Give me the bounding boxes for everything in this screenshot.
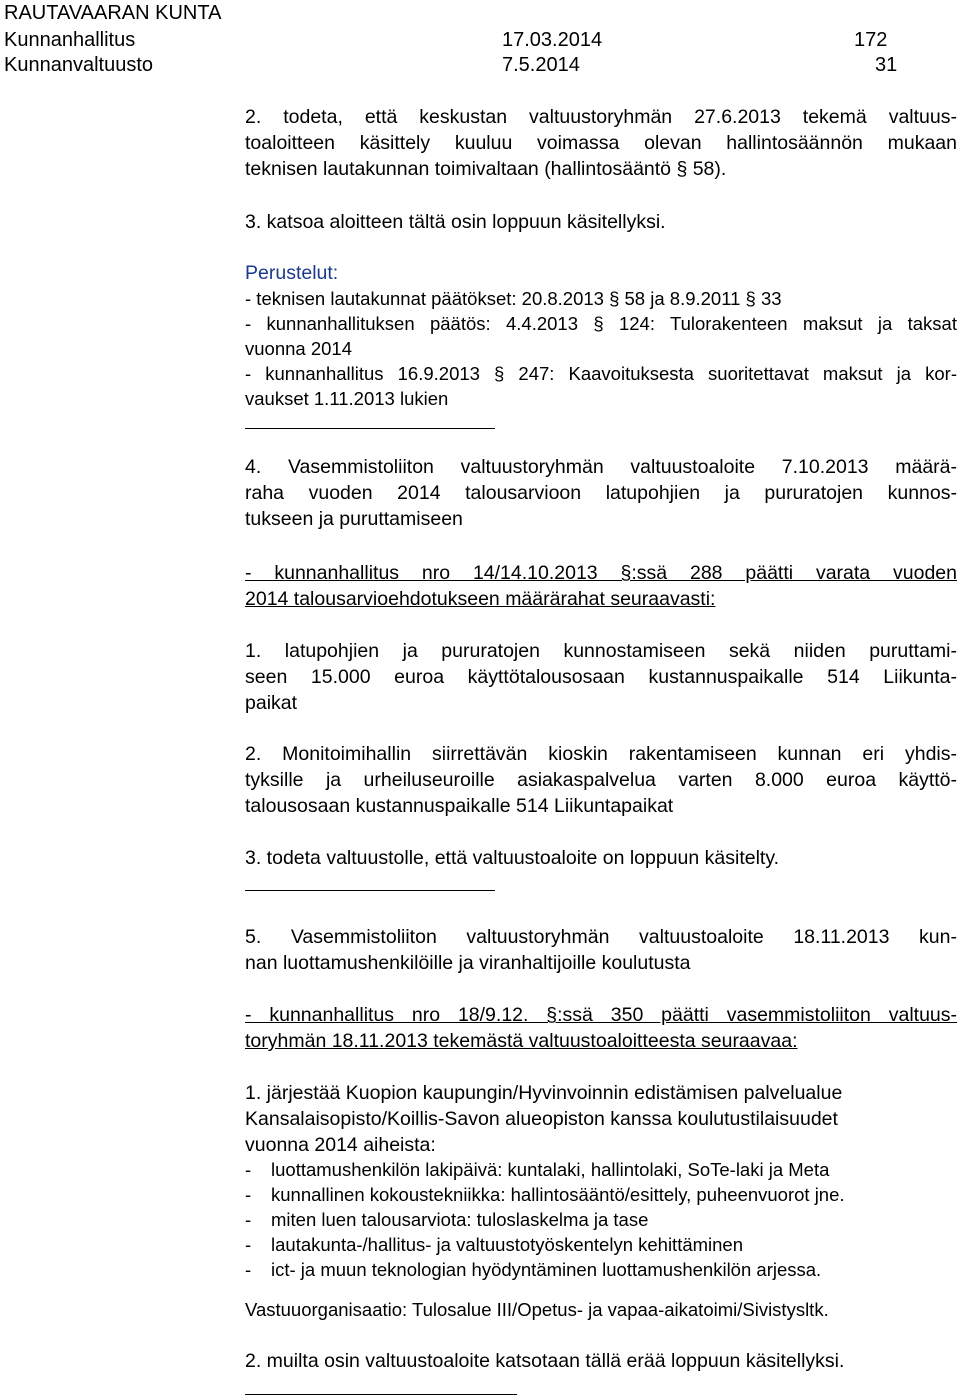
text-line: talousosaan kustannuspaikalle 514 Liikuntapaikat [245,795,674,817]
text-line: seen 15.000 euroa käyttötalousosaan kustannuspaikalle 514 Liikunta- [245,666,957,688]
rationale-line: vaukset 1.11.2013 lukien [245,388,449,409]
rationale-line: - teknisen lautakunnat päätökset: 20.8.2013 § 58 ja 8.9.2011 § 33 [245,288,782,309]
meeting-date-2: 7.5.2014 [502,54,580,76]
meeting-date-1: 17.03.2014 [502,29,603,51]
text-line: toaloitteen käsittely kuuluu voimassa olevan hallintosäännön mukaan [245,132,957,154]
bullet-marker: - [245,1259,252,1280]
text-line: 2. todeta, että keskustan valtuustoryhmän 27.6.2013 tekemä valtuus- [245,106,957,128]
section-5-decision [245,1002,957,1054]
text-line: 4. Vasemmistoliiton valtuustoryhmän valtuustoaloite 7.10.2013 määrä- [245,456,957,478]
document-body [245,0,957,1400]
list-item-text: luottamushenkilön lakipäivä: kuntalaki, hallintolaki, SoTe-laki ja Meta [271,1159,830,1180]
meeting-body-1: Kunnanhallitus [4,29,136,51]
bullet-marker: - [245,1234,252,1255]
meeting-body-2: Kunnanvaltuusto [4,54,154,76]
municipality-name: RAUTAVAARAN KUNTA [4,2,222,24]
text-line: 2. Monitoimihallin siirrettävän kioskin rakentamiseen kunnan eri yhdis- [245,743,957,765]
page-number-2: 31 [875,54,898,76]
section-4-point-2 [245,741,957,819]
text-line: nan luottamushenkilöille ja viranhaltijoille koulutusta [245,952,691,974]
text-line: tukseen ja puruttamiseen [245,508,463,530]
list-item [245,1232,957,1257]
rationale-line: vuonna 2014 [245,338,352,359]
list-item-text: ict- ja muun teknologian hyödyntäminen luottamushenkilön arjessa. [271,1259,822,1280]
decision-item-2 [245,104,957,182]
text-line: paikat [245,692,298,714]
decision-line: 2014 talousarvioehdotukseen määrärahat seuraavasti: [245,588,716,610]
rationale-line: - kunnanhallitus 16.9.2013 § 247: Kaavoituksesta suoritettavat maksut ja kor- [245,363,957,384]
rationale-line: - kunnanhallituksen päätös: 4.4.2013 § 124: Tulorakenteen maksut ja taksat [245,313,957,334]
text-line: vuonna 2014 aiheista: [245,1134,436,1156]
section-4-title [245,454,957,532]
rationale-block [245,261,957,411]
text-line: teknisen lautakunnan toimivaltaan (hallintosääntö § 58). [245,158,727,180]
section-5-point-1 [245,1080,957,1158]
separator-line [245,1394,517,1395]
list-item-text: lautakunta-/hallitus- ja valtuustotyöskentelyn kehittäminen [271,1234,744,1255]
text-line: tyksille ja urheiluseuroille asiakaspalvelua varten 8.000 euroa käyttö- [245,769,957,791]
text-line: 1. latupohjien ja pururatojen kunnostamiseen sekä niiden puruttami- [245,640,957,662]
decision-item-3: 3. katsoa aloitteen tältä osin loppuun käsitellyksi. [245,211,666,233]
text-line: 5. Vasemmistoliiton valtuustoryhmän valtuustoaloite 18.11.2013 kun- [245,926,957,948]
section-4-point-3: 3. todeta valtuustolle, että valtuustoaloite on loppuun käsitelty. [245,847,780,869]
list-item-text: kunnallinen kokoustekniikka: hallintosääntö/esittely, puheenvuorot jne. [271,1184,845,1205]
list-item [245,1182,957,1207]
bullet-marker: - [245,1209,252,1230]
decision-line: toryhmän 18.11.2013 tekemästä valtuustoaloitteesta seuraavaa: [245,1030,798,1052]
separator-line [245,428,495,429]
bullet-marker: - [245,1184,252,1205]
decision-line: - kunnanhallitus nro 18/9.12. §:ssä 350 päätti vasemmistoliiton valtuus- [245,1004,957,1026]
section-4-decision [245,560,957,612]
page-number-1: 172 [854,29,888,51]
section-4-point-1 [245,638,957,716]
text-line: raha vuoden 2014 talousarvioon latupohjien ja pururatojen kunnos- [245,482,957,504]
separator-line [245,890,495,891]
rationale-label: Perustelut: [245,262,339,284]
topic-list [245,1157,957,1282]
section-5-title [245,924,957,976]
list-item [245,1257,957,1282]
responsible-organization: Vastuuorganisaatio: Tulosalue III/Opetus- ja vapaa-aikatoimi/Sivistysltk. [245,1299,829,1320]
section-5-point-2: 2. muilta osin valtuustoaloite katsotaan tällä erää loppuun käsitellyksi. [245,1350,845,1372]
text-line: 1. järjestää Kuopion kaupungin/Hyvinvoinnin edistämisen palvelualue [245,1082,843,1104]
decision-line: - kunnanhallitus nro 14/14.10.2013 §:ssä 288 päätti varata vuoden [245,562,957,584]
list-item-text: miten luen talousarviota: tuloslaskelma ja tase [271,1209,649,1230]
list-item [245,1207,957,1232]
bullet-marker: - [245,1159,252,1180]
list-item [245,1157,957,1182]
text-line: Kansalaisopisto/Koillis-Savon alueopiston kanssa koulutustilaisuudet [245,1108,838,1130]
